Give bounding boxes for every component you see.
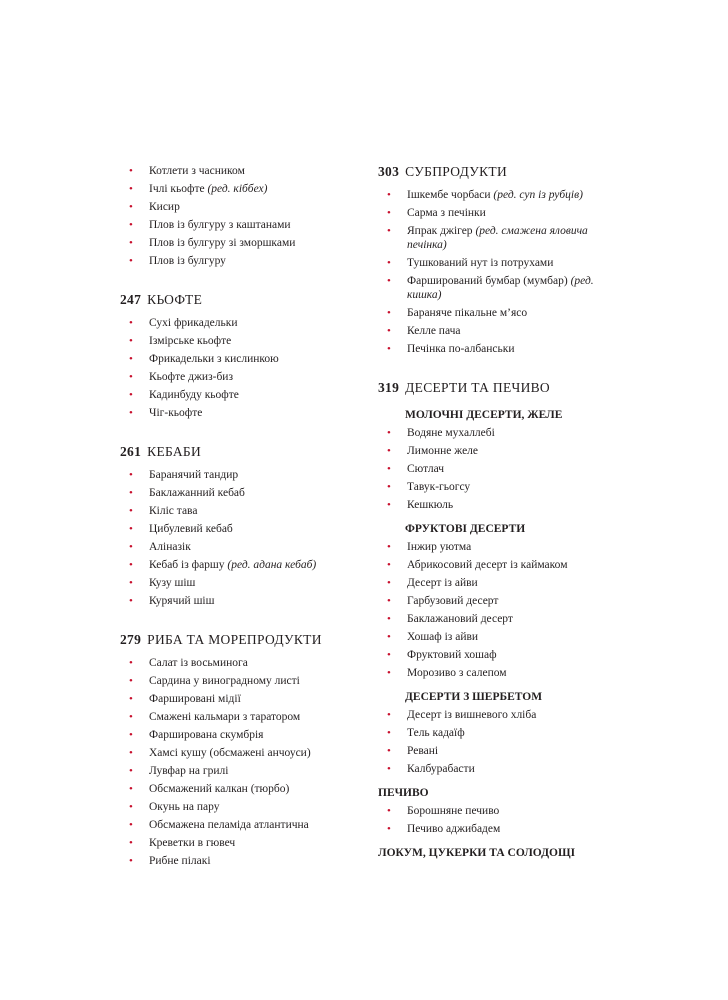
- section-title: СУБПРОДУКТИ: [405, 164, 508, 179]
- recipe-list-item: [120, 782, 350, 796]
- section-page-number: 319: [378, 380, 400, 395]
- section-0: [120, 292, 350, 420]
- recipe-list-item: [120, 558, 350, 572]
- recipe-name: Ічлі кьофте: [149, 183, 208, 195]
- editor-note: (ред. смажена яловича печінка): [407, 225, 588, 251]
- section-page-number: 247: [120, 292, 142, 307]
- recipe-list-item: [120, 504, 350, 518]
- section-heading: [378, 380, 608, 396]
- recipe-name: Фрикадельки з кислинкою: [149, 353, 279, 365]
- recipe-list-item: [378, 188, 608, 202]
- recipe-list-item: [378, 648, 608, 662]
- recipe-name: Бараняче пікальне м’ясо: [407, 307, 528, 319]
- recipe-name: Десерт із вишневого хліба: [407, 709, 537, 721]
- recipe-name: Сухі фрикадельки: [149, 317, 238, 329]
- recipe-list-item: [378, 480, 608, 494]
- recipe-list: [378, 540, 608, 680]
- recipe-list-item: [120, 854, 350, 868]
- recipe-name: Морозиво з салепом: [407, 667, 507, 679]
- recipe-name: Плов із булгуру з каштанами: [149, 219, 291, 231]
- recipe-list-item: [120, 522, 350, 536]
- section-offal: [378, 164, 608, 356]
- recipe-name: Сютлач: [407, 463, 445, 475]
- recipe-list-item: [120, 692, 350, 706]
- recipe-name: Япрак джігер: [407, 225, 476, 237]
- recipe-list-item: [120, 540, 350, 554]
- editor-note: (ред. суп із рубців): [493, 189, 583, 201]
- recipe-list-item: [378, 342, 608, 356]
- editor-note: (ред. адана кебаб): [227, 559, 317, 571]
- recipe-name: Фаршировaний бумбар (мумбар): [407, 275, 571, 287]
- recipe-name: Лувфар на грилі: [149, 765, 229, 777]
- recipe-list-item: [120, 164, 350, 178]
- recipe-name: Фруктовий хошаф: [407, 649, 497, 661]
- recipe-list-item: [120, 406, 350, 420]
- subsection-heading: ПЕЧИВО: [378, 787, 429, 799]
- recipe-list-item: [378, 206, 608, 220]
- recipe-list-item: [378, 762, 608, 776]
- recipe-name: Рибне пілакі: [149, 855, 211, 867]
- recipe-name: Печиво аджибадем: [407, 823, 501, 835]
- recipe-list-item: [120, 334, 350, 348]
- recipe-name: Окунь на пару: [149, 801, 220, 813]
- recipe-name: Хамсі кушу (обсмажені анчоуси): [149, 747, 311, 759]
- recipe-name: Баклажановий десерт: [407, 613, 513, 625]
- subsection-heading: ДЕСЕРТИ З ШЕРБЕТОМ: [405, 691, 543, 703]
- recipe-list-item: [378, 444, 608, 458]
- recipe-list-item: [120, 236, 350, 250]
- recipe-name: Десерт із айви: [407, 577, 478, 589]
- recipe-list-item: [120, 836, 350, 850]
- recipe-name: Цибулевий кебаб: [149, 523, 233, 535]
- section-page-number: 261: [120, 444, 142, 459]
- recipe-name: Курячий шіш: [149, 595, 215, 607]
- recipe-name: Котлети з часником: [149, 165, 245, 177]
- recipe-name: Кадинбуду кьофте: [149, 389, 239, 401]
- recipe-name: Тушкований нут із потрухами: [407, 257, 554, 269]
- recipe-list-item: [120, 710, 350, 724]
- recipe-name: Абрикосовий десерт із каймаком: [407, 559, 568, 571]
- recipe-list-item: [378, 708, 608, 722]
- recipe-name: Кузу шіш: [149, 577, 196, 589]
- subsection-heading: ЛОКУМ, ЦУКЕРКИ ТА СОЛОДОЩІ: [378, 847, 576, 859]
- recipe-name: Сарма з печінки: [407, 207, 486, 219]
- recipe-list-item: [378, 726, 608, 740]
- recipe-name: Тавук-гьогсу: [407, 481, 471, 493]
- right-column: [378, 164, 608, 870]
- editor-note: (ред. кіббех): [207, 183, 268, 195]
- section-heading: [378, 164, 608, 180]
- recipe-list: [378, 708, 608, 776]
- recipe-list-item: [120, 746, 350, 760]
- section-heading: [120, 444, 350, 460]
- recipe-list: [120, 316, 350, 420]
- section-title: РИБА ТА МОРЕПРОДУКТИ: [147, 632, 322, 647]
- recipe-name: Водяне мухаллебі: [407, 427, 495, 439]
- recipe-list: [378, 426, 608, 512]
- recipe-name: Фаршировані мідії: [149, 693, 241, 705]
- section-2: [120, 632, 350, 868]
- dessert-subsection: [378, 690, 608, 776]
- recipe-list-item: [378, 630, 608, 644]
- recipe-list-item: [120, 576, 350, 590]
- recipe-list-item: [378, 306, 608, 320]
- recipe-name: Чіг-кьофте: [149, 407, 203, 419]
- recipe-name: Смажені кальмари з таратором: [149, 711, 301, 723]
- recipe-list-item: [378, 594, 608, 608]
- recipe-list-item: [120, 200, 350, 214]
- recipe-list-item: [378, 666, 608, 680]
- recipe-name: Ішкембе чорбаси: [407, 189, 494, 201]
- recipe-list: [378, 804, 608, 836]
- recipe-list-item: [120, 656, 350, 670]
- recipe-name: Келле пача: [407, 325, 461, 337]
- recipe-name: Обсмажена пеламіда атлантична: [149, 819, 309, 831]
- recipe-list-item: [378, 426, 608, 440]
- recipe-name: Баклажанний кебаб: [149, 487, 245, 499]
- section-title: КЕБАБИ: [147, 444, 202, 459]
- dessert-subsection: [378, 786, 608, 836]
- recipe-list-item: [378, 324, 608, 338]
- recipe-list-item: [378, 744, 608, 758]
- recipe-list-item: [120, 764, 350, 778]
- recipe-name: Кебаб із фаршу: [149, 559, 228, 571]
- recipe-name: Аліназік: [149, 541, 191, 553]
- dessert-subsection: [378, 846, 608, 860]
- recipe-list-item: [120, 352, 350, 366]
- recipe-name: Лимонне желе: [407, 445, 479, 457]
- recipe-list-item: [120, 370, 350, 384]
- recipe-name: Креветки в гювеч: [149, 837, 236, 849]
- recipe-name: Баранячий тандир: [149, 469, 239, 481]
- recipe-name: Тель кадаїф: [407, 727, 465, 739]
- recipe-name: Фарширована скумбрія: [149, 729, 264, 741]
- recipe-name: Кьофте джиз-биз: [149, 371, 233, 383]
- recipe-list-item: [120, 254, 350, 268]
- recipe-name: Салат із восьминога: [149, 657, 248, 669]
- recipe-list-item: [120, 818, 350, 832]
- recipe-name: Кисир: [149, 201, 180, 213]
- recipe-list-item: [120, 182, 350, 196]
- dessert-subsection: [378, 408, 608, 512]
- recipe-name: Інжир уютма: [407, 541, 472, 553]
- recipe-list-item: [120, 674, 350, 688]
- recipe-list: [120, 468, 350, 608]
- section-title: ДЕСЕРТИ ТА ПЕЧИВО: [405, 380, 550, 395]
- recipe-list-item: [378, 576, 608, 590]
- section-heading: [120, 292, 350, 308]
- recipe-list-item: [378, 540, 608, 554]
- dessert-subsection: [378, 522, 608, 680]
- recipe-list-item: [120, 594, 350, 608]
- recipe-list-item: [378, 558, 608, 572]
- recipe-list-item: [120, 486, 350, 500]
- recipe-list-item: [120, 316, 350, 330]
- recipe-list-item: [378, 612, 608, 626]
- intro-recipe-list: [120, 164, 350, 268]
- recipe-name: Ізмірське кьофте: [149, 335, 232, 347]
- editor-note: (ред. кишка): [407, 275, 594, 301]
- section-heading: [120, 632, 350, 648]
- recipe-name: Калбурабасти: [407, 763, 475, 775]
- recipe-list-item: [378, 822, 608, 836]
- recipe-name: Плов із булгуру: [149, 255, 226, 267]
- section-page-number: 303: [378, 164, 400, 179]
- section-desserts: [378, 380, 608, 860]
- recipe-name: Сардина у виноградному листі: [149, 675, 300, 687]
- recipe-name: Кіліс тава: [149, 505, 198, 517]
- recipe-list-item: [120, 728, 350, 742]
- recipe-name: Хошаф із айви: [407, 631, 479, 643]
- recipe-list-item: [378, 224, 608, 252]
- recipe-list-item: [120, 218, 350, 232]
- recipe-list-item: [378, 462, 608, 476]
- recipe-list: [120, 656, 350, 868]
- recipe-name: Гарбузовий десерт: [407, 595, 499, 607]
- subsection-heading: ФРУКТОВІ ДЕСЕРТИ: [405, 523, 526, 535]
- recipe-name: Кешкюль: [407, 499, 454, 511]
- section-1: [120, 444, 350, 608]
- recipe-list-item: [378, 498, 608, 512]
- recipe-list-item: [120, 468, 350, 482]
- recipe-list-item: [120, 800, 350, 814]
- recipe-list-item: [378, 256, 608, 270]
- recipe-name: Плов із булгуру зі зморшками: [149, 237, 296, 249]
- recipe-name: Обсмажений калкан (тюрбо): [149, 783, 290, 795]
- recipe-name: Реванi: [407, 745, 439, 757]
- offal-recipe-list: [378, 188, 608, 356]
- subsection-heading: МОЛОЧНІ ДЕСЕРТИ, ЖЕЛЕ: [405, 409, 563, 421]
- recipe-list-item: [378, 804, 608, 818]
- recipe-name: Борошняне печиво: [407, 805, 500, 817]
- recipe-list-item: [378, 274, 608, 302]
- left-column: [120, 164, 350, 872]
- recipe-name: Печінка по-албанськи: [407, 343, 515, 355]
- recipe-list-item: [120, 388, 350, 402]
- section-title: КЬОФТЕ: [147, 292, 203, 307]
- section-page-number: 279: [120, 632, 142, 647]
